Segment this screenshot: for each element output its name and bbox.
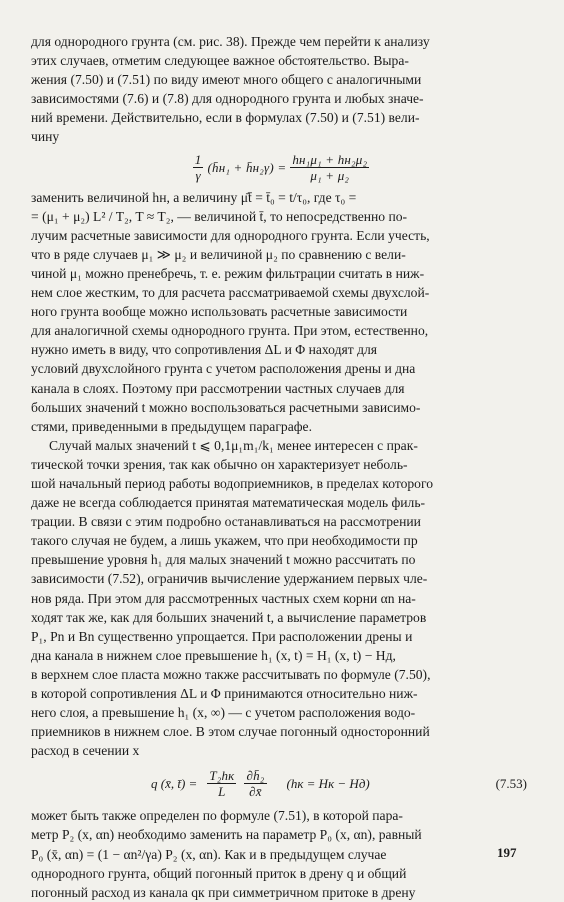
text-line: = (μ₁ + μ₂) L² / T₂, T ≈ T₂, — величиной t̄, то непосредственно по-	[31, 208, 408, 224]
text-line: жения (7.50) и (7.51) по виду имеют много общего с аналогичными	[31, 72, 422, 88]
text-line: нем слое жестким, то для расчета рассматриваемой схемы двухслой-	[31, 285, 430, 301]
text-line: в верхнем слое пласта можно также рассчитывать по формуле (7.50),	[31, 666, 431, 682]
text-line: ний времени. Действительно, если в формулах (7.50) и (7.51) вели-	[31, 110, 420, 126]
text-line: дна канала в нижнем слое превышение h₁ (x, t) = H₁ (x, t) − Hд,	[31, 647, 396, 663]
text-line: трации. В связи с этим подробно останавливаться на рассмотрении	[31, 514, 421, 530]
equation-fraction-group	[203, 768, 270, 799]
page-body	[31, 32, 531, 902]
formula-text: (h̄н₁ + h̄н₂γ) =	[207, 160, 287, 176]
text-line: канала в слоях. Поэтому при рассмотрении частных случаев для	[31, 380, 405, 396]
text-line: Случай малых значений t ⩽ 0,1μ₁m₁/k₁ менее интересен с прак-	[49, 437, 418, 453]
equation-body	[151, 768, 370, 799]
paragraph-flow	[31, 806, 531, 901]
text-line: условий двухслойного грунта с учетом расположения дрены и дна	[31, 361, 416, 377]
text-line: ного грунта вообще можно использовать расчетные зависимости	[31, 304, 408, 320]
text-line: приемников в нижнем слое. В этом случае погонный односторонний	[31, 724, 430, 740]
text-line: ходят так же, как для больших значений t, а вычисление параметров	[31, 609, 427, 625]
text-line: для аналогичной схемы однородного грунта. При этом, естественно,	[31, 323, 429, 339]
text-line: нужно иметь в виду, что сопротивления ΔL и Φ находят для	[31, 342, 378, 358]
text-line: в которой сопротивления ΔL и Φ принимаются относительно ниж-	[31, 686, 418, 701]
text-line: может быть также определен по формуле (7.51), в которой пара-	[31, 808, 403, 824]
text-line: погонный расход из канала qк при симметричном притоке в дрену	[31, 884, 416, 900]
fraction-denominator: ∂x̄	[249, 783, 262, 799]
fraction	[207, 768, 236, 799]
fraction-denominator: L	[218, 783, 226, 799]
text-line: него слоя, а превышение h₁ (x, ∞) — с учетом расположения водо-	[31, 705, 416, 721]
text-line: чину	[31, 129, 60, 145]
fraction-denominator: μ₁ + μ₂	[310, 168, 350, 184]
equation-condition: (hк = Hк − Hд)	[286, 775, 370, 791]
page-number: 197	[497, 845, 517, 860]
text-line: чиной μ₁ можно пренебречь, т. е. режим фильтрации считать в ниж-	[31, 265, 425, 281]
text-line: стями, приведенными в предыдущем параграфе.	[31, 418, 312, 434]
text-line: заменить величиной hн, а величину μ̄t̄ = t̄₀ = t/τ₀, где τ₀ =	[31, 189, 357, 205]
equation-lhs: q (x̄, t̄) =	[151, 775, 198, 791]
equation-number: (7.53)	[495, 775, 527, 791]
fraction	[193, 152, 204, 183]
text-line: шой начальный период работы водоприемников, в пределах которого	[31, 475, 434, 491]
text-line: тической точки зрения, так как обычно он характеризует неболь-	[31, 456, 408, 472]
text-line: расход в сечении x	[31, 743, 140, 759]
paragraph-intro	[31, 32, 531, 147]
paragraph-replacement	[31, 188, 531, 436]
text-line: зависимостями (7.6) и (7.8) для однородного грунта и любых значе-	[31, 91, 424, 107]
text-line: этих случаев, отметим следующее важное обстоятельство. Выра-	[31, 53, 409, 69]
equation-7-53	[31, 763, 531, 803]
paragraph-small-times	[31, 436, 531, 761]
text-line: больших значений t можно воспользоваться расчетными зависимо-	[31, 399, 421, 415]
text-line: нов ряда. При этом для рассмотренных частных схем корни αn на-	[31, 590, 416, 606]
fraction	[290, 152, 369, 183]
derivative-fraction	[244, 768, 266, 799]
text-line: даже не всегда соблюдается принятая математическая модель филь-	[31, 495, 426, 511]
text-line: лучим расчетные зависимости для однородного грунта. Если учесть,	[31, 227, 430, 243]
text-line: для однородного грунта (см. рис. 38). Прежде чем перейти к анализу	[31, 34, 430, 49]
text-line: такого случая не будем, а лишь укажем, что при необходимости пр	[31, 533, 418, 549]
fraction-numerator: 1	[194, 152, 202, 168]
text-line: однородного грунта, общий погонный приток в дрену q и общий	[31, 865, 407, 881]
fraction-numerator: ∂h̄₂	[246, 767, 265, 783]
text-line: превышение уровня h₁ для малых значений t можно рассчитать по	[31, 552, 416, 568]
text-line: зависимости (7.52), ограничив вычисление удержанием первых чле-	[31, 571, 428, 587]
text-line: P₀ (x̄, αn) = (1 − αn²/γa) P₂ (x, αn). Как и в предыдущем случае	[31, 846, 387, 862]
text-line: что в ряде случаев μ₁ ≫ μ₂ и величиной μ₂ по сравнению с вели-	[31, 246, 406, 262]
fraction-numerator: hн₁μ₁ + hн₂μ₂	[292, 152, 368, 168]
text-line: P₁, Pn и Bn существенно упрощается. При расположении дрены и	[31, 628, 413, 644]
formula-mean-head	[31, 150, 531, 186]
fraction-denominator: γ	[195, 168, 201, 184]
text-line: метр P₂ (x, αn) необходимо заменить на параметр P₀ (x, αn), равный	[31, 827, 422, 843]
fraction-numerator: T₂hк	[209, 767, 235, 783]
